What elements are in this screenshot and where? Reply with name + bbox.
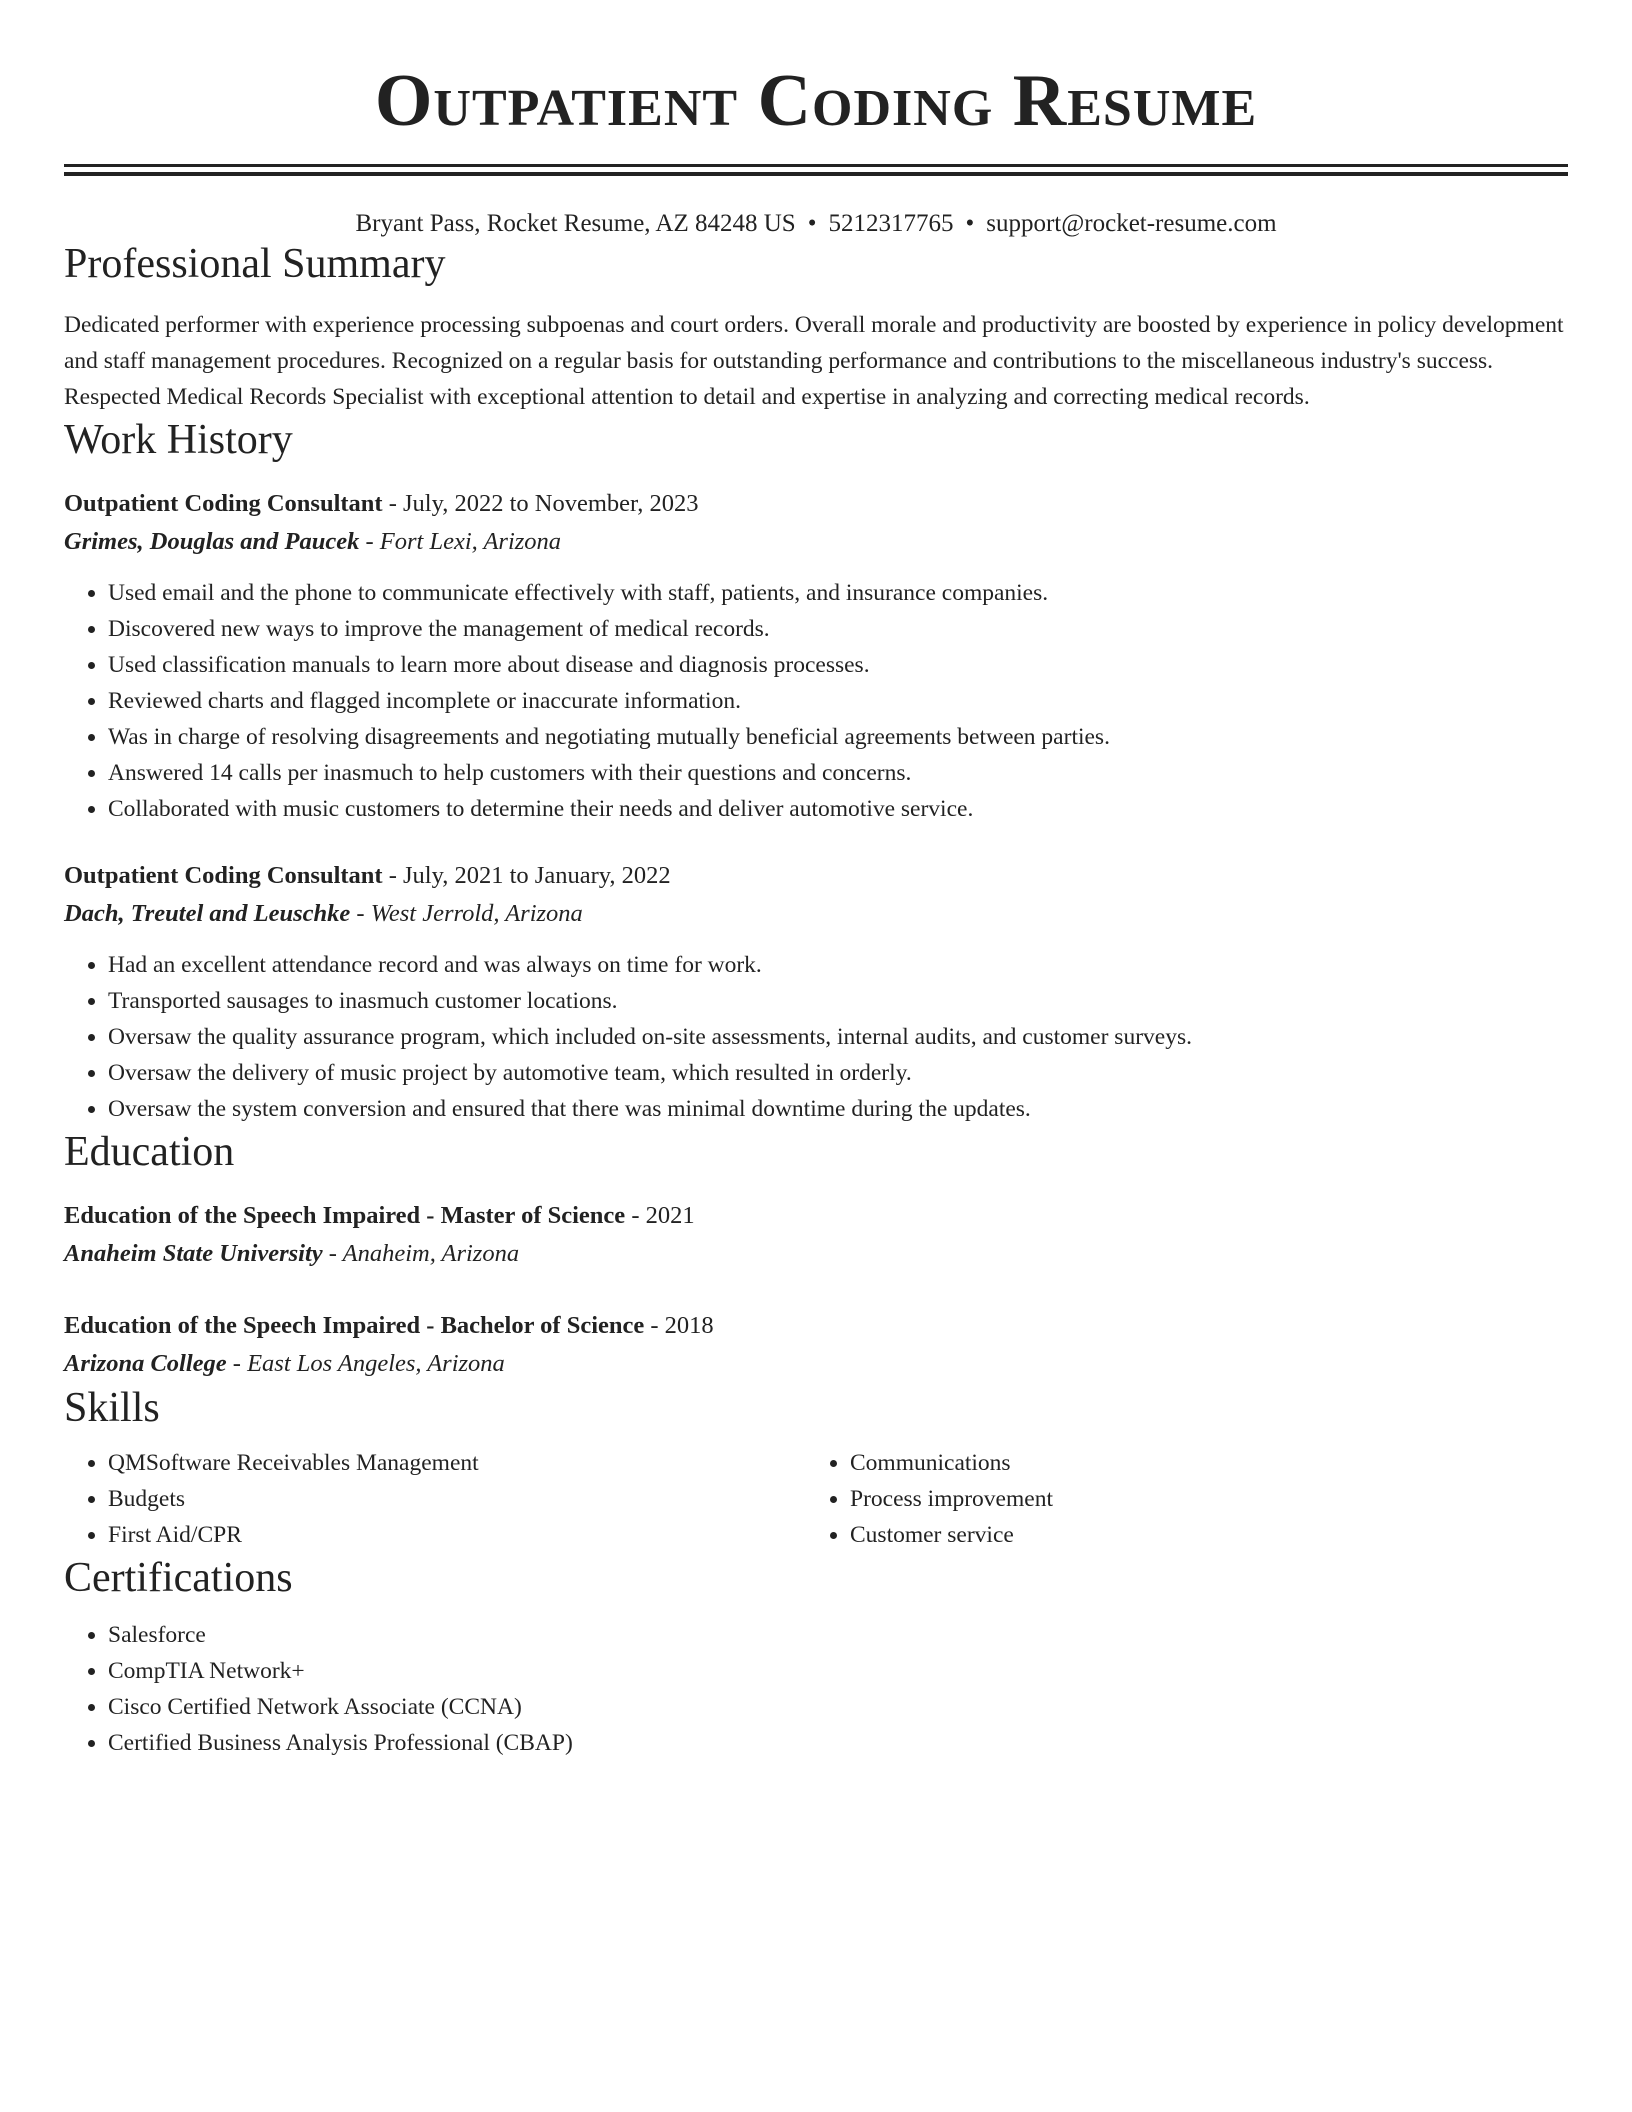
skills-grid	[64, 1445, 1568, 1553]
job-title-line	[64, 485, 1568, 523]
resume-title: Outpatient Coding Resume	[374, 60, 1258, 142]
school-name: Anaheim State University	[64, 1240, 323, 1267]
list-item: • Customer service	[850, 1517, 1548, 1553]
list-item: • Cisco Certified Network Associate (CCNA)	[108, 1689, 1568, 1725]
list-item: • Discovered new ways to improve the management of medical records.	[108, 611, 1568, 647]
list-item: • Oversaw the quality assurance program, which included on-site assessments, internal audits, and customer surveys.	[108, 1019, 1568, 1055]
list-item: • Certified Business Analysis Professional (CBAP)	[108, 1725, 1568, 1761]
job-title-line	[64, 857, 1568, 895]
school-line	[64, 1345, 1568, 1383]
school-name: Arizona College	[64, 1350, 227, 1377]
list-item: • Transported sausages to inasmuch customer locations.	[108, 983, 1568, 1019]
employer-line	[64, 523, 1568, 561]
school-location: - Anaheim, Arizona	[322, 1240, 520, 1267]
title-divider-bottom	[64, 172, 1568, 176]
employer-line	[64, 895, 1568, 933]
list-item: • Used email and the phone to communicate effectively with staff, patients, and insurance companies.	[108, 575, 1568, 611]
list-item: • Reviewed charts and flagged incomplete or inaccurate information.	[108, 683, 1568, 719]
job-title: Outpatient Coding Consultant	[64, 862, 383, 889]
contact-separator: •	[965, 210, 975, 237]
list-item: • Oversaw the system conversion and ensured that there was minimal downtime during the updates.	[108, 1091, 1568, 1127]
contact-phone: 5212317765	[828, 210, 954, 237]
list-item: • Had an excellent attendance record and was always on time for work.	[108, 947, 1568, 983]
skills-heading: Skills	[64, 1385, 160, 1431]
skills-list-right	[806, 1445, 1548, 1553]
job-duties-list	[64, 575, 1568, 827]
employer-location: - Fort Lexi, Arizona	[359, 528, 562, 555]
job-entry	[64, 857, 1568, 1127]
education-entry	[64, 1197, 1568, 1273]
list-item: • Was in charge of resolving disagreements and negotiating mutually beneficial agreements between parties.	[108, 719, 1568, 755]
work-history-heading: Work History	[64, 417, 293, 463]
job-dates: - July, 2021 to January, 2022	[382, 862, 671, 889]
degree-name: Education of the Speech Impaired - Master of Science	[64, 1202, 626, 1229]
employer-name: Grimes, Douglas and Paucek	[64, 528, 360, 555]
degree-line	[64, 1197, 1568, 1235]
school-line	[64, 1235, 1568, 1273]
list-item: • QMSoftware Receivables Management	[108, 1445, 806, 1481]
education-entry	[64, 1307, 1568, 1383]
summary-text: Dedicated performer with experience processing subpoenas and court orders. Overall morale and productivity are boosted by experience in policy development and staff management procedures. Recognized on a regular basis for outstanding performance and contributions to the miscellaneous industry's success. Respected Medical Records Specialist with exceptional attention to detail and expertise in analyzing and correcting medical records.	[64, 312, 1564, 410]
employer-name: Dach, Treutel and Leuschke	[64, 900, 351, 927]
certifications-list	[64, 1617, 1568, 1761]
degree-year: - 2018	[644, 1312, 714, 1339]
certifications-heading: Certifications	[64, 1555, 293, 1601]
list-item: • Oversaw the delivery of music project by automotive team, which resulted in orderly.	[108, 1055, 1568, 1091]
contact-line	[64, 209, 1568, 239]
job-title: Outpatient Coding Consultant	[64, 490, 383, 517]
list-item: • Communications	[850, 1445, 1548, 1481]
list-item: • Budgets	[108, 1481, 806, 1517]
job-dates: - July, 2022 to November, 2023	[382, 490, 699, 517]
list-item: • CompTIA Network+	[108, 1653, 1568, 1689]
contact-separator: •	[807, 210, 817, 237]
list-item: • Answered 14 calls per inasmuch to help customers with their questions and concerns.	[108, 755, 1568, 791]
skills-list-left	[64, 1445, 806, 1553]
list-item: • First Aid/CPR	[108, 1517, 806, 1553]
contact-email: support@rocket-resume.com	[986, 210, 1277, 237]
list-item: • Used classification manuals to learn more about disease and diagnosis processes.	[108, 647, 1568, 683]
education-heading: Education	[64, 1129, 235, 1175]
degree-line	[64, 1307, 1568, 1345]
school-location: - East Los Angeles, Arizona	[226, 1350, 505, 1377]
summary-heading: Professional Summary	[64, 241, 446, 287]
list-item: • Collaborated with music customers to determine their needs and deliver automotive service.	[108, 791, 1568, 827]
employer-location: - West Jerrold, Arizona	[350, 900, 583, 927]
job-entry	[64, 485, 1568, 827]
job-duties-list	[64, 947, 1568, 1127]
list-item: • Process improvement	[850, 1481, 1548, 1517]
degree-year: - 2021	[625, 1202, 695, 1229]
list-item: • Salesforce	[108, 1617, 1568, 1653]
degree-name: Education of the Speech Impaired - Bachelor of Science	[64, 1312, 645, 1339]
contact-address: Bryant Pass, Rocket Resume, AZ 84248 US	[355, 210, 796, 237]
